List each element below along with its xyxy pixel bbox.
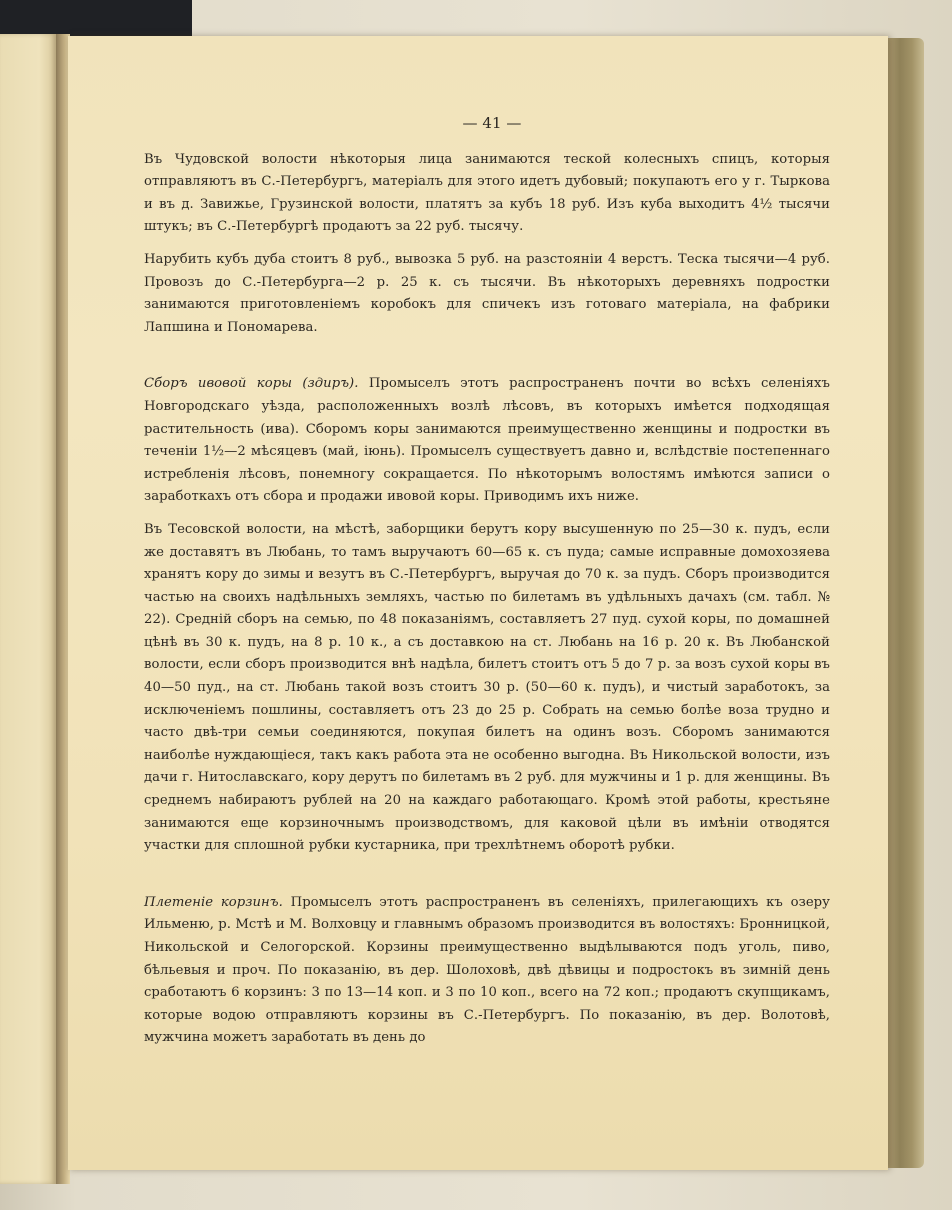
section-title-baskets: Плетеніе корзинъ.: [144, 894, 283, 910]
book-page: [68, 36, 888, 1170]
left-page-edge: [0, 34, 56, 1184]
section-title-willow-bark: Сборъ ивовой коры (здиръ).: [144, 376, 359, 392]
page-text: [144, 112, 830, 1050]
paragraph-tesovskaya: Въ Тесовской волости, на мѣстѣ, заборщики берутъ кору высушенную по 25—30 к. пудъ, если же доставятъ въ Любань, то тамъ выручаютъ 60—65 к. съ пуда; самые исправные домохозяева хранятъ кору до зимы и везутъ въ С.-Петербургъ, выручая до 70 к. за пудъ. Сборъ производится частью на своихъ надѣльныхъ земляхъ, частью по билетамъ въ удѣльныхъ дачахъ (см. табл. № 22). Средній сборъ на семью, по 48 показаніямъ, составляетъ 27 пуд. сухой коры, по домашней цѣнѣ въ 30 к. пудъ, на 8 р. 10 к., а съ доставкою на ст. Любань на 16 р. 20 к. Въ Любанской волости, если сборъ производится внѣ надѣла, билетъ стоитъ отъ 5 до 7 р. за возъ сухой коры въ 40—50 пуд., на ст. Любань такой возъ стоитъ 30 р. (50—60 к. пудъ), и чистый заработокъ, за исключеніемъ пошлины, составляетъ отъ 23 до 25 р. Собрать на семью болѣе воза трудно и часто двѣ-три семьи соединяются, покупая билетъ на одинъ возъ. Сборомъ занимаются наиболѣе нуждающіеся, такъ какъ работа эта не особенно выгодна. Въ Никольской волости, изъ дачи г. Нитославскаго, кору дерутъ по билетамъ въ 2 руб. для мужчины и 1 р. для женщины. Въ среднемъ набираютъ рублей на 20 на каждаго работающаго. Кромѣ этой работы, крестьяне занимаются еще корзиночнымъ производствомъ, для каковой цѣли въ имѣніи отводятся участки для сплошной рубки кустарника, при трехлѣтнемъ оборотѣ рубки.: [144, 521, 830, 854]
paragraph-willow-bark: [144, 373, 830, 509]
paragraph-spokes: Въ Чудовской волости нѣкоторыя лица занимаются теской колесныхъ спицъ, которыя отправляютъ въ С.-Петербургъ, матеріалъ для этого идетъ дубовый; покупаютъ его у г. Тыркова и въ д. Завижье, Грузинской волости, платятъ за кубъ 18 руб. Изъ куба выходитъ 4½ тысячи штукъ; въ С.-Петербургѣ продаютъ за 22 руб. тысячу.: [144, 151, 830, 235]
page-stack-edge: [884, 38, 924, 1168]
paragraph-baskets: [144, 892, 830, 1050]
paragraph-baskets-body: Промыселъ этотъ распространенъ въ селеніяхъ, прилегающихъ къ озеру Ильменю, р. Мстѣ и М. Волховцу и главнымъ образомъ производится въ волостяхъ: Бронницкой, Никольской и Селогорской. Корзины преимущественно выдѣлываются подъ уголь, пиво, бѣльевыя и проч. По показанію, въ дер. Шолоховѣ, двѣ дѣвицы и подростокъ въ зимній день сработаютъ 6 корзинъ: 3 по 13—14 коп. и 3 по 10 коп., всего на 72 коп.; продаютъ скупщикамъ, которые водою отправляютъ корзины въ С.-Петербургъ. По показанію, въ дер. Волотовѣ, мужчина можетъ заработать въ день до: [144, 894, 830, 1046]
paragraph-willow-bark-body: Промыселъ этотъ распространенъ почти во всѣхъ селеніяхъ Новгородскаго уѣзда, расположенныхъ возлѣ лѣсовъ, въ которыхъ имѣется подходящая растительность (ива). Сборомъ коры занимаются преимущественно женщины и подростки въ теченіи 1½—2 мѣсяцевъ (май, іюнь). Промыселъ существуетъ давно и, вслѣдствіе постепеннаго истребленія лѣсовъ, понемногу сокращается. По нѣкоторымъ волостямъ имѣются записи о заработкахъ отъ сбора и продажи ивовой коры. Приводимъ ихъ ниже.: [144, 376, 830, 505]
paragraph-oak-costs: Нарубить кубъ дуба стоитъ 8 руб., вывозка 5 руб. на разстояніи 4 верстъ. Теска тысячи—4 руб. Провозъ до С.-Петербурга—2 р. 25 к. съ тысячи. Въ нѣкоторыхъ деревняхъ подростки занимаются приготовленіемъ коробокъ для спичекъ изъ готоваго матеріала, на фабрики Лапшина и Пономарева.: [144, 251, 830, 335]
page-number: — 41 —: [462, 114, 522, 132]
